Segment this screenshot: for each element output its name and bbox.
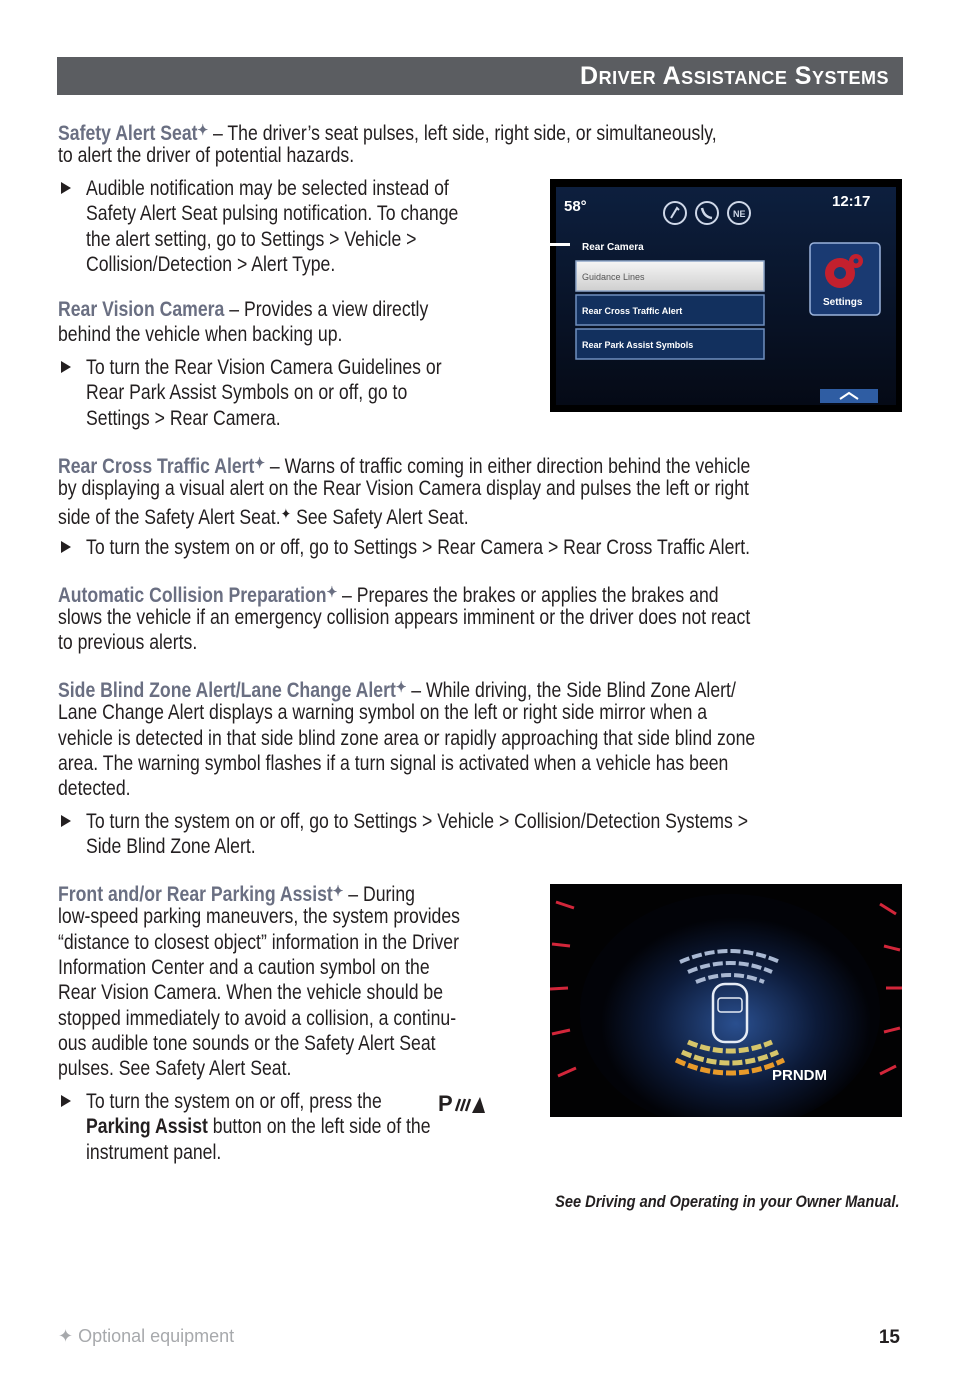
safety-alert-seat-paragraph — [58, 118, 717, 146]
optional-star: ✦ — [197, 122, 209, 139]
bullet-line: Rear Park Assist Symbols on or off, go to — [86, 381, 408, 404]
side-blind-zone-heading: Side Blind Zone Alert/Lane Change Alert — [58, 679, 396, 702]
bullet-arrow-icon — [61, 815, 71, 827]
bullet-line — [86, 1114, 431, 1139]
page-number: 15 — [878, 1327, 900, 1348]
settings-screen-graphic — [550, 179, 902, 412]
body-line: Rear Vision Camera. When the vehicle should be — [58, 981, 444, 1004]
body-line: detected. — [58, 777, 131, 800]
bullet-line: Safety Alert Seat pulsing notification. To change — [86, 202, 459, 225]
bullet-line: To turn the system on or off, go to Settings > Rear Camera > Rear Cross Traffic Alert. — [86, 536, 751, 559]
svg-text:P: P — [438, 1091, 453, 1116]
parking-assist-button-name: Parking Assist — [86, 1115, 208, 1138]
body-line: ous audible tone sounds or the Safety Alert Seat — [58, 1032, 436, 1055]
optional-equipment-note: ✦ Optional equipment — [58, 1326, 235, 1346]
bullet-line: Side Blind Zone Alert. — [86, 835, 256, 858]
bullet-line: To turn the system on or off, go to Settings > Vehicle > Collision/Detection Systems > — [86, 810, 749, 833]
parking-assist-heading: Front and/or Rear Parking Assist — [58, 883, 333, 906]
optional-star: ✦ — [332, 883, 344, 900]
body-line: to previous alerts. — [58, 631, 198, 654]
auto-collision-heading: Automatic Collision Preparation — [58, 584, 327, 607]
bullet-line: Collision/Detection > Alert Type. — [86, 253, 336, 276]
optional-star: ✦ — [254, 455, 265, 472]
body-text: side of the Safety Alert Seat. — [58, 506, 281, 529]
cluster-graphic — [550, 884, 902, 1117]
side-blind-zone-paragraph — [58, 675, 736, 703]
bullet-line: To turn the Rear Vision Camera Guidelines or — [86, 356, 442, 379]
settings-label: Settings — [823, 297, 863, 308]
screen-time: 12:17 — [832, 193, 871, 210]
body-line: area. The warning symbol flashes if a turn signal is activated when a vehicle has been — [58, 752, 729, 775]
see-owner-manual-note: See Driving and Operating in your Owner Manual. — [555, 1192, 900, 1211]
body-text: – During — [343, 883, 415, 906]
bullet-arrow-icon — [61, 361, 71, 373]
parking-assist-icon — [438, 1089, 486, 1117]
rear-cross-traffic-paragraph — [58, 451, 750, 479]
body-line: low-speed parking maneuvers, the system provides — [58, 905, 460, 928]
section-title: Driver Assistance Systems — [580, 62, 889, 90]
bullet-line: the alert setting, go to Settings > Vehicle > — [86, 228, 417, 251]
parking-assist-paragraph — [58, 879, 415, 907]
rear-vision-camera-heading: Rear Vision Camera — [58, 298, 225, 321]
body-text: See Safety Alert Seat. — [291, 506, 469, 529]
optional-star: ✦ — [326, 584, 338, 601]
body-text: – Prepares the brakes or applies the brakes and — [337, 584, 719, 607]
body-line: Lane Change Alert displays a warning symbol on the left or right side mirror when a — [58, 701, 708, 724]
safety-alert-seat-heading: Safety Alert Seat — [58, 122, 198, 145]
section-header-bar — [57, 57, 903, 95]
optional-star: ✦ — [395, 679, 407, 696]
body-line — [58, 502, 469, 530]
bullet-line: To turn the system on or off, press the — [86, 1090, 382, 1113]
settings-screen-photo — [550, 179, 902, 412]
bullet-line: Settings > Rear Camera. — [86, 407, 281, 430]
body-line: “distance to closest object” information in the Driver — [58, 931, 459, 954]
bullet-arrow-icon — [61, 1095, 71, 1107]
nav-label: NE — [733, 209, 746, 219]
cluster-display-photo — [550, 884, 902, 1117]
bullet-line: Audible notification may be selected instead of — [86, 177, 449, 200]
menu-item-label: Rear Park Assist Symbols — [582, 340, 694, 350]
body-line: Information Center and a caution symbol on the — [58, 956, 430, 979]
body-text: – Warns of traffic coming in either direction behind the vehicle — [264, 455, 751, 478]
gear-indicator: PRNDM — [772, 1067, 827, 1084]
rear-vision-camera-paragraph — [58, 297, 428, 322]
body-line: pulses. See Safety Alert Seat. — [58, 1057, 292, 1080]
screen-temp: 58° — [564, 198, 587, 215]
bullet-line: instrument panel. — [86, 1141, 222, 1164]
body-text: – The driver’s seat pulses, left side, right side, or simultaneously, — [208, 122, 717, 145]
menu-item-label: Guidance Lines — [582, 272, 645, 282]
menu-title: Rear Camera — [582, 242, 644, 253]
bullet-arrow-icon — [61, 182, 71, 194]
back-arrow-icon[interactable] — [550, 243, 570, 246]
auto-collision-paragraph — [58, 580, 719, 608]
body-text: – Provides a view directly — [224, 298, 429, 321]
bullet-arrow-icon — [61, 541, 71, 553]
menu-item-label: Rear Cross Traffic Alert — [582, 306, 683, 316]
body-text: – While driving, the Side Blind Zone Alert/ — [406, 679, 736, 702]
scroll-up-button[interactable] — [820, 389, 878, 403]
optional-star: ✦ — [280, 506, 292, 523]
body-line: vehicle is detected in that side blind zone area or rapidly approaching that side blind zone — [58, 727, 756, 750]
body-line: to alert the driver of potential hazards. — [58, 144, 355, 167]
body-line: behind the vehicle when backing up. — [58, 323, 343, 346]
body-line: slows the vehicle if an emergency collision appears imminent or the driver does not react — [58, 606, 751, 629]
rear-cross-traffic-heading: Rear Cross Traffic Alert — [58, 455, 255, 478]
body-line: by displaying a visual alert on the Rear Vision Camera display and pulses the left or right — [58, 477, 749, 500]
body-text: button on the left side of the — [207, 1115, 431, 1138]
body-line: stopped immediately to avoid a collision, a continu- — [58, 1007, 457, 1030]
